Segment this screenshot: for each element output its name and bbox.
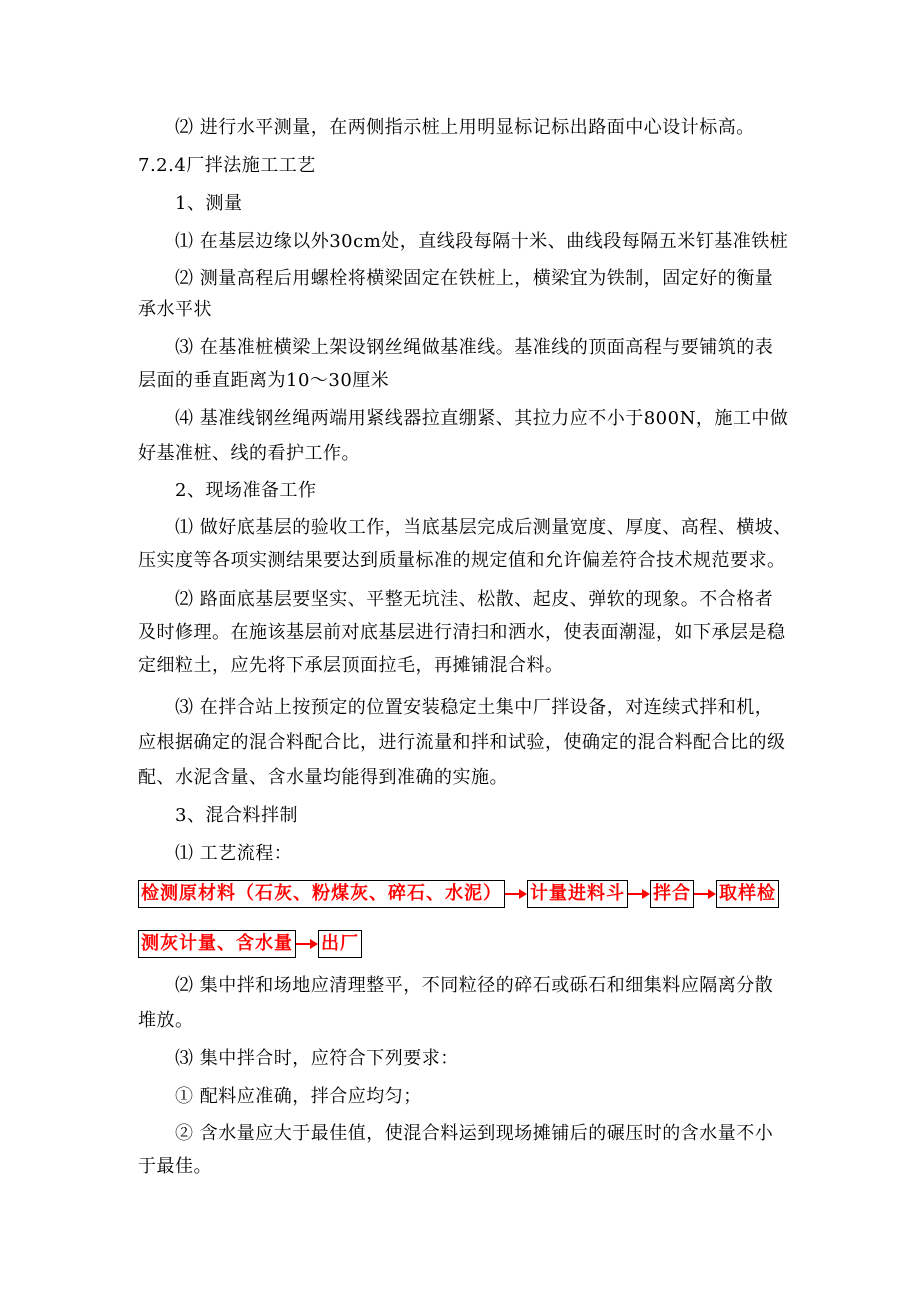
text-line: ⑴ 做好底基层的验收工作，当底基层完成后测量宽度、厚度、高程、横坡、: [175, 517, 792, 538]
text-line: 层面的垂直距离为10～30厘米: [138, 370, 390, 391]
arrow-right-icon: [296, 929, 318, 959]
text-line: 配、水泥含量、含水量均能得到准确的实施。: [138, 767, 508, 788]
process-flow-row-2: [138, 929, 362, 959]
text-line: ⑵ 进行水平测量，在两侧指示桩上用明显标记标出路面中心设计标高。: [175, 117, 755, 138]
section-heading: 7.2.4厂拌法施工工艺: [138, 155, 316, 176]
text-line: ① 配料应准确，拌合应均匀；: [175, 1086, 422, 1107]
text-line: ⑴ 在基层边缘以外30cm处，直线段每隔十米、曲线段每隔五米钉基准铁桩: [175, 231, 789, 252]
text-line: 及时修理。在施该基层前对底基层进行清扫和洒水，使表面潮湿，如下承层是稳: [138, 622, 786, 643]
arrow-right-icon: [628, 879, 650, 909]
text-line: ⑵ 测量高程后用螺栓将横梁固定在铁桩上，横梁宜为铁制，固定好的衡量: [175, 268, 774, 289]
text-line: ⑶ 在拌合站上按预定的位置安装稳定土集中厂拌设备，对连续式拌和机，: [175, 697, 774, 718]
text-line: ⑵ 集中拌和场地应清理整平，不同粒径的碎石或砾石和细集料应隔离分散: [175, 975, 774, 996]
flow-step-mixing: 拌合: [650, 880, 694, 908]
text-line: 应根据确定的混合料配合比，进行流量和拌和试验，使确定的混合料配合比的级: [138, 732, 786, 753]
text-line: 承水平状: [138, 299, 212, 320]
text-line: 好基准桩、线的看护工作。: [138, 443, 360, 464]
flow-step-sampling: 取样检: [716, 880, 779, 908]
process-flow-row-1: [138, 879, 779, 909]
flow-step-leave-plant: 出厂: [318, 930, 362, 958]
arrow-right-icon: [694, 879, 716, 909]
flow-step-metering-hopper: 计量进料斗: [527, 880, 628, 908]
text-line: ② 含水量应大于最佳值，使混合料运到现场摊铺后的碾压时的含水量不小: [175, 1123, 774, 1144]
text-line: ⑶ 在基准桩横梁上架设钢丝绳做基准线。基准线的顶面高程与要铺筑的表: [175, 337, 774, 358]
text-line: 堆放。: [138, 1010, 194, 1031]
text-line: 压实度等各项实测结果要达到质量标准的规定值和允许偏差符合技术规范要求。: [138, 550, 786, 571]
text-line: ⑴ 工艺流程：: [175, 843, 293, 864]
text-line: ⑶ 集中拌合时，应符合下列要求：: [175, 1048, 459, 1069]
text-line: ⑷ 基准线钢丝绳两端用紧线器拉直绷紧、其拉力应不小于800N，施工中做: [175, 408, 789, 429]
text-line: 定细粒土，应先将下承层顶面拉毛，再摊铺混合料。: [138, 655, 564, 676]
flow-step-lime-water-measure: 测灰计量、含水量: [138, 930, 296, 958]
subsection-heading: 3、混合料拌制: [175, 805, 298, 826]
subsection-heading: 1、测量: [175, 193, 243, 214]
flow-step-inspect-materials: 检测原材料（石灰、粉煤灰、碎石、水泥）: [138, 880, 505, 908]
subsection-heading: 2、现场准备工作: [175, 480, 317, 501]
arrow-right-icon: [505, 879, 527, 909]
text-line: 于最佳。: [138, 1156, 212, 1177]
text-line: ⑵ 路面底基层要坚实、平整无坑洼、松散、起皮、弹软的现象。不合格者: [175, 589, 774, 610]
